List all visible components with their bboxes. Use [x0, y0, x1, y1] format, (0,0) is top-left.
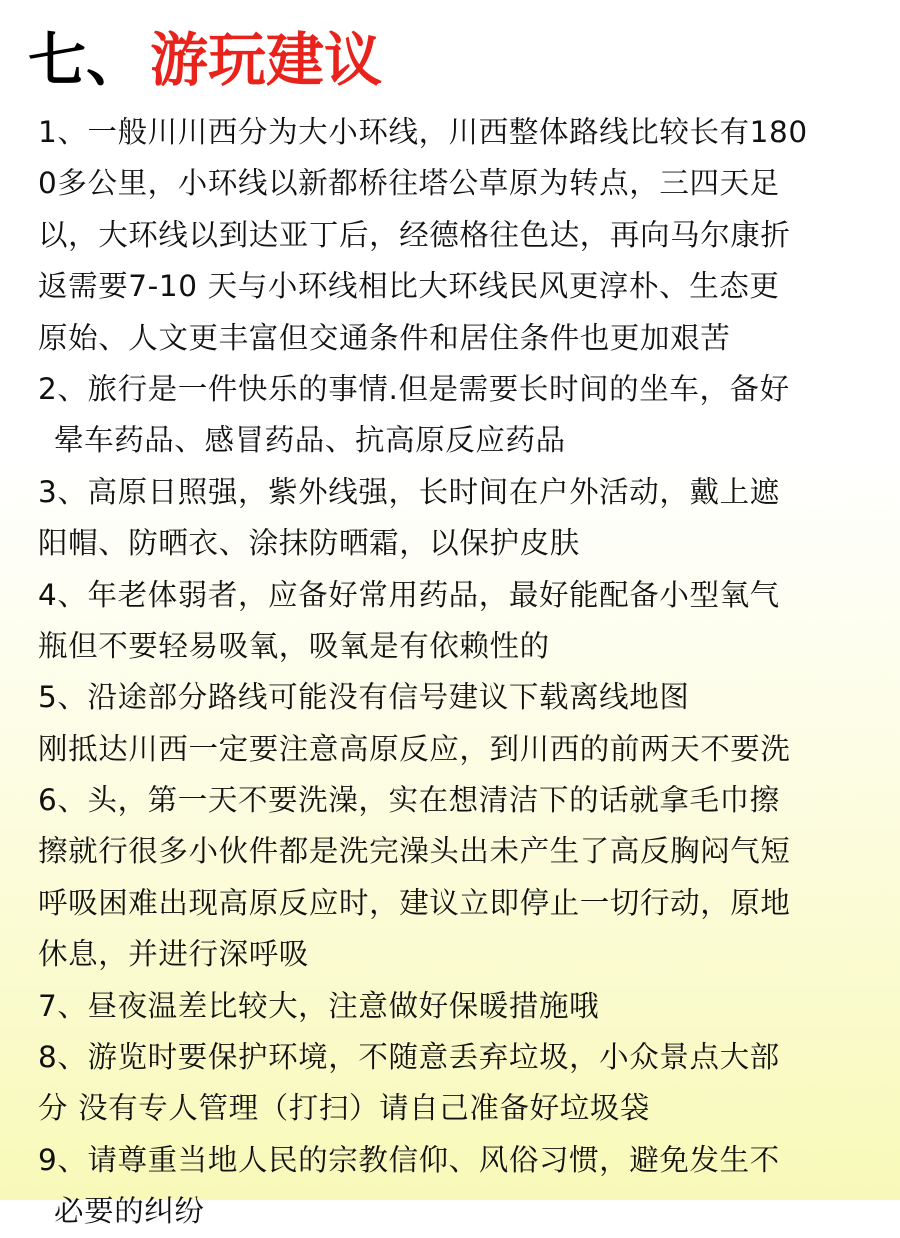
text-line: 6、头，第一天不要洗澡，实在想清洁下的话就拿毛巾擦: [38, 783, 780, 818]
text-line: 0多公里，小环线以新都桥往塔公草原为转点，三四天足: [38, 166, 780, 201]
text-line: 休息，并进行深呼吸: [38, 937, 309, 972]
text-line: 阳帽、防晒衣、涂抹防晒霜，以保护皮肤: [38, 526, 580, 561]
text-line: 2、旅行是一件快乐的事情.但是需要长时间的坐车，备好: [38, 371, 790, 406]
text-line: 4、年老体弱者，应备好常用药品，最好能配备小型氧气: [38, 577, 780, 612]
text-line: 7、昼夜温差比较大，注意做好保暖措施哦: [38, 988, 600, 1023]
text-line: 原始、人文更丰富但交通条件和居住条件也更加艰苦: [38, 320, 731, 355]
text-line: 1、一般川川西分为大小环线，川西整体路线比较长有180: [38, 115, 808, 149]
text-line: 呼吸困难出现高原反应时，建议立即停止一切行动，原地: [38, 885, 791, 920]
text-line: 以，大环线以到达亚丁后，经德格往色达，再向马尔康折: [38, 217, 791, 252]
text-line: 9、请尊重当地人民的宗教信仰、风俗习惯，避免发生不: [38, 1142, 780, 1177]
text-line: 瓶但不要轻易吸氧，吸氧是有依赖性的: [38, 628, 550, 663]
text-line: 3、高原日照强，紫外线强，长时间在户外活动，戴上遮: [38, 474, 780, 509]
text-line: 5、沿途部分路线可能没有信号建议下载离线地图: [38, 680, 690, 715]
section-number: 七、: [28, 26, 145, 94]
text-line: 晕车药品、感冒药品、抗高原反应药品: [54, 423, 566, 458]
text-line: 分 没有专人管理（打扫）请自己准备好垃圾袋: [38, 1091, 650, 1126]
section-title: 游玩建议: [150, 26, 383, 94]
text-line: 8、游览时要保护环境，不随意丢弃垃圾，小众景点大部: [38, 1040, 780, 1075]
text-line: 擦就行很多小伙件都是洗完澡头出未产生了高反胸闷气短: [38, 834, 791, 869]
tips-list: [38, 107, 858, 1238]
text-line: 返需要7-10 天与小环线相比大环线民风更淳朴、生态更: [38, 269, 780, 304]
section-heading: [28, 20, 382, 100]
text-line: 必要的纠纷: [54, 1194, 205, 1229]
text-line: 刚抵达川西一定要注意高原反应，到川西的前两天不要洗: [38, 731, 791, 766]
